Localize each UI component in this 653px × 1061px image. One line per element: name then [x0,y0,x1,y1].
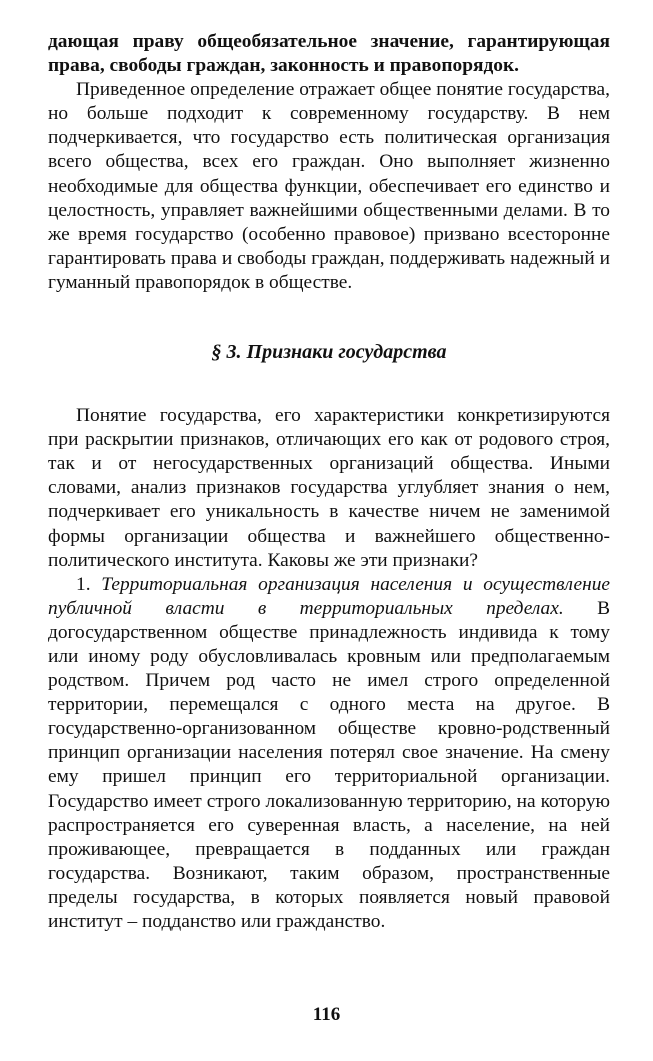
list-item-number: 1. [76,573,91,595]
section-heading: § 3. Признаки государства [211,341,447,364]
list-item-title: Территориальная организация населения и осуществление публичной власти в территориальных пределах. [48,573,610,619]
paragraph-definition-comment: Приведенное определение отражает общее понятие государства, но больше подходит к современному государству. В нем подчеркивается, что государство есть политическая организация всего общества, всех его граждан. Оно выполняет жизненно необходимые для общества функции, обеспечивает его единство и целостность, управляет важнейшими общественными делами. В то же время государство (особенно правовое) призвано всесторонне гарантировать права и свободы граждан, поддерживать надежный и гуманный правопорядок в обществе. [48,79,610,293]
paragraph-continuation: дающая праву общеобязательное значение, гарантирующая права, свободы граждан, законность и правопорядок. [48,31,610,77]
page-number: 116 [312,1004,341,1025]
paragraph-signs-intro: Понятие государства, его характеристики конкретизируются при раскрытии признаков, отличающих его как от родового строя, так и от негосударственных организаций общества. Иными словами, анализ признаков государства углубляет знания о нем, подчеркивает его уникальность в качестве ничем не заменимой формы организации общества и важнейшего общественно-политического института. Каковы же эти признаки? [48,405,610,571]
page-body [48,30,610,934]
list-item-territorial [48,573,610,934]
list-item-text: В догосударственном обществе принадлежность индивида к тому или иному роду обусловливалась кровным или предполагаемым родством. Причем род часто не имел строго определенной территории, перемещался с одного места на другое. В государственно-организованном обществе кровно-родственный принцип организации населения потерял свое значение. На смену ему пришел принцип его территориальной организации. Государство имеет строго локализованную территорию, на которую распространяется его суверенная власть, а население, на ней проживающее, превращается в подданных или граждан государства. Возникают, таким образом, пространственные пределы государства, в которых появляется новый правовой институт – подданство или гражданство. [48,597,610,932]
